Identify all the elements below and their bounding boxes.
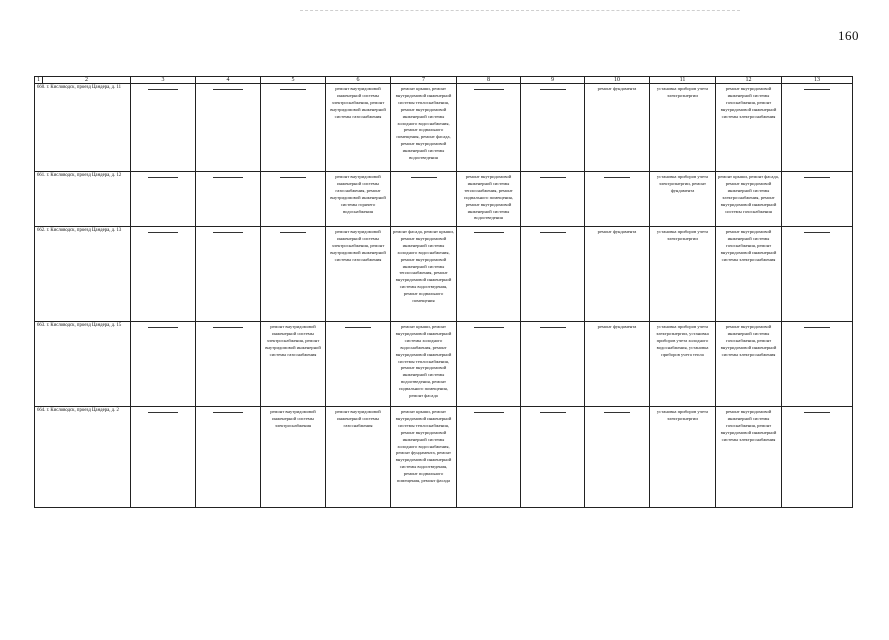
empty-dash [540, 232, 566, 233]
page-number: 160 [838, 28, 859, 43]
row-address: г. Кисловодск, проезд Цандера, д. 12 [46, 173, 122, 178]
empty-dash [604, 412, 630, 413]
empty-dash [280, 89, 306, 90]
cell-c13 [782, 84, 853, 172]
cell-c3 [131, 172, 196, 227]
address-cell [35, 407, 131, 508]
empty-dash [148, 412, 178, 413]
empty-dash [474, 412, 504, 413]
empty-dash [213, 177, 243, 178]
table-row [35, 322, 853, 407]
empty-dash [148, 89, 178, 90]
empty-dash [213, 232, 243, 233]
cell-c7: ремонт крыши, ремонт внутридомовой инженерной системы холодного водоснабжения, ремонт внутридомовой инженерной системы теплоснабжения, ремонт внутридомовой инженерной системы водоотведения, ремонт подвального помещения, ремонт фасада [391, 322, 457, 407]
cell-c7: ремонт фасада, ремонт крыши, ремонт внутридомовой инженерной системы холодного водоснабжения, ремонт внутридомовой инженерной системы теплоснабжения, ремонт внутридомовой инженерной системы водоотведения, ремонт подвального помещения [391, 227, 457, 322]
cell-c11: установка приборов учета электроэнергии [650, 84, 716, 172]
empty-dash [345, 327, 371, 328]
cell-c6: ремонт внутридомовой инженерной системы электроснабжения, ремонт внутридомовой инженерной системы газоснабжения [326, 227, 391, 322]
row-number: 661. [37, 173, 46, 178]
empty-dash [804, 412, 830, 413]
cell-c11: установка приборов учета электроэнергии [650, 227, 716, 322]
address-cell [35, 172, 131, 227]
cell-c11: установка приборов учета электроэнергии, установка приборов учета холодного водоснабжения, установка приборов учета тепла [650, 322, 716, 407]
col-header-13: 13 [782, 77, 853, 84]
cell-c6: ремонт внутридомовой инженерной системы электроснабжения, ремонт внутридомовой инженерной системы газоснабжения [326, 84, 391, 172]
cell-c13 [782, 172, 853, 227]
cell-c12: ремонт внутридомовой инженерной системы газоснабжения, ремонт внутридомовой инженерной системы электроснабжения [716, 322, 782, 407]
empty-dash [148, 327, 178, 328]
empty-dash [540, 89, 566, 90]
cell-c5: ремонт внутридомовой инженерной системы электроснабжения, ремонт внутридомовой инженерной системы газоснабжения [261, 322, 326, 407]
cell-c5: ремонт внутридомовой инженерной системы электроснабжения [261, 407, 326, 508]
empty-dash [604, 177, 630, 178]
row-address: г. Кисловодск, проезд Цандера, д. 15 [46, 323, 122, 328]
cell-c6: ремонт внутридомовой инженерной системы газоснабжения, ремонт внутридомовой инженерной системы горячего водоснабжения [326, 172, 391, 227]
cell-c9 [521, 407, 585, 508]
cell-c9 [521, 172, 585, 227]
cell-c5 [261, 227, 326, 322]
cell-c6: ремонт внутридомовой инженерной системы газоснабжения [326, 407, 391, 508]
empty-dash [474, 89, 504, 90]
row-number: 664. [37, 408, 46, 413]
table-row [35, 407, 853, 508]
table-row [35, 227, 853, 322]
cell-c4 [196, 407, 261, 508]
cell-c10: ремонт фундамента [585, 84, 650, 172]
col-header-5: 5 [261, 77, 326, 84]
cell-c4 [196, 84, 261, 172]
empty-dash [804, 89, 830, 90]
col-header-4: 4 [196, 77, 261, 84]
cell-c3 [131, 322, 196, 407]
col-header-3: 3 [131, 77, 196, 84]
cell-c4 [196, 172, 261, 227]
empty-dash [804, 232, 830, 233]
empty-dash [213, 412, 243, 413]
repair-schedule-table [34, 76, 853, 508]
cell-c13 [782, 227, 853, 322]
col-header-2: 2 [43, 77, 131, 84]
cell-c3 [131, 227, 196, 322]
empty-dash [540, 177, 566, 178]
cell-c9 [521, 84, 585, 172]
empty-dash [213, 89, 243, 90]
address-cell [35, 322, 131, 407]
col-header-9: 9 [521, 77, 585, 84]
cell-c3 [131, 84, 196, 172]
cell-c11: установка приборов учета электроэнергии, ремонт фундамента [650, 172, 716, 227]
cell-c13 [782, 322, 853, 407]
col-header-7: 7 [391, 77, 457, 84]
empty-dash [213, 327, 243, 328]
empty-dash [804, 327, 830, 328]
header-row [35, 77, 853, 84]
cell-c7 [391, 172, 457, 227]
empty-dash [474, 327, 504, 328]
cell-c7: ремонт крыши, ремонт внутридомовой инженерной системы теплоснабжения, ремонт внутридомовой инженерной системы холодного водоснабжения, ремонт подвального помещения, ремонт фасада, ремонт внутридомовой инженерной системы водоотведения [391, 84, 457, 172]
empty-dash [474, 232, 504, 233]
cell-c8 [457, 407, 521, 508]
col-header-11: 11 [650, 77, 716, 84]
scan-artifact-line [300, 10, 740, 11]
cell-c10: ремонт фундамента [585, 227, 650, 322]
cell-c10 [585, 172, 650, 227]
table-row [35, 172, 853, 227]
address-cell [35, 84, 131, 172]
cell-c10 [585, 407, 650, 508]
empty-dash [148, 177, 178, 178]
empty-dash [411, 177, 437, 178]
col-header-8: 8 [457, 77, 521, 84]
cell-c12: ремонт внутридомовой инженерной системы газоснабжения, ремонт внутридомовой инженерной системы электроснабжения [716, 84, 782, 172]
cell-c4 [196, 322, 261, 407]
cell-c9 [521, 227, 585, 322]
empty-dash [804, 177, 830, 178]
col-header-1: 1 [35, 77, 43, 84]
cell-c5 [261, 172, 326, 227]
cell-c12: ремонт внутридомовой инженерной системы газоснабжения, ремонт внутридомовой инженерной системы электроснабжения [716, 407, 782, 508]
empty-dash [148, 232, 178, 233]
cell-c8: ремонт внутридомовой инженерной системы теплоснабжения, ремонт подвального помещения, ремонт внутридомовой инженерной системы водоотведения [457, 172, 521, 227]
row-address: г. Кисловодск, проезд Цандера, д. 2 [46, 408, 119, 413]
row-address: г. Кисловодск, проезд Цандера, д. 11 [46, 85, 122, 90]
empty-dash [540, 327, 566, 328]
empty-dash [280, 177, 306, 178]
cell-c7: ремонт крыши, ремонт внутридомовой инженерной системы теплоснабжения, ремонт внутридомовой инженерной системы холодного водоснабжения, ремонт фундамента, ремонт внутридомовой инженерной системы водоотведения, ремонт подвального помещения, ремонт фасада [391, 407, 457, 508]
empty-dash [280, 232, 306, 233]
row-number: 663. [37, 323, 46, 328]
cell-c10: ремонт фундамента [585, 322, 650, 407]
cell-c8 [457, 227, 521, 322]
empty-dash [540, 412, 566, 413]
address-cell [35, 227, 131, 322]
cell-c5 [261, 84, 326, 172]
cell-c8 [457, 322, 521, 407]
cell-c8 [457, 84, 521, 172]
row-number: 660. [37, 85, 46, 90]
cell-c3 [131, 407, 196, 508]
col-header-10: 10 [585, 77, 650, 84]
col-header-12: 12 [716, 77, 782, 84]
cell-c11: установка приборов учета электроэнергии [650, 407, 716, 508]
cell-c4 [196, 227, 261, 322]
col-header-6: 6 [326, 77, 391, 84]
table-row [35, 84, 853, 172]
cell-c13 [782, 407, 853, 508]
row-number: 662. [37, 228, 46, 233]
row-address: г. Кисловодск, проезд Цандера, д. 13 [46, 228, 122, 233]
cell-c6 [326, 322, 391, 407]
cell-c12: ремонт крыши, ремонт фасада, ремонт внутридомовой инженерной системы электроснабжения, ремонт внутридомовой инженерной системы газоснабжения [716, 172, 782, 227]
cell-c9 [521, 322, 585, 407]
cell-c12: ремонт внутридомовой инженерной системы газоснабжения, ремонт внутридомовой инженерной системы электроснабжения [716, 227, 782, 322]
